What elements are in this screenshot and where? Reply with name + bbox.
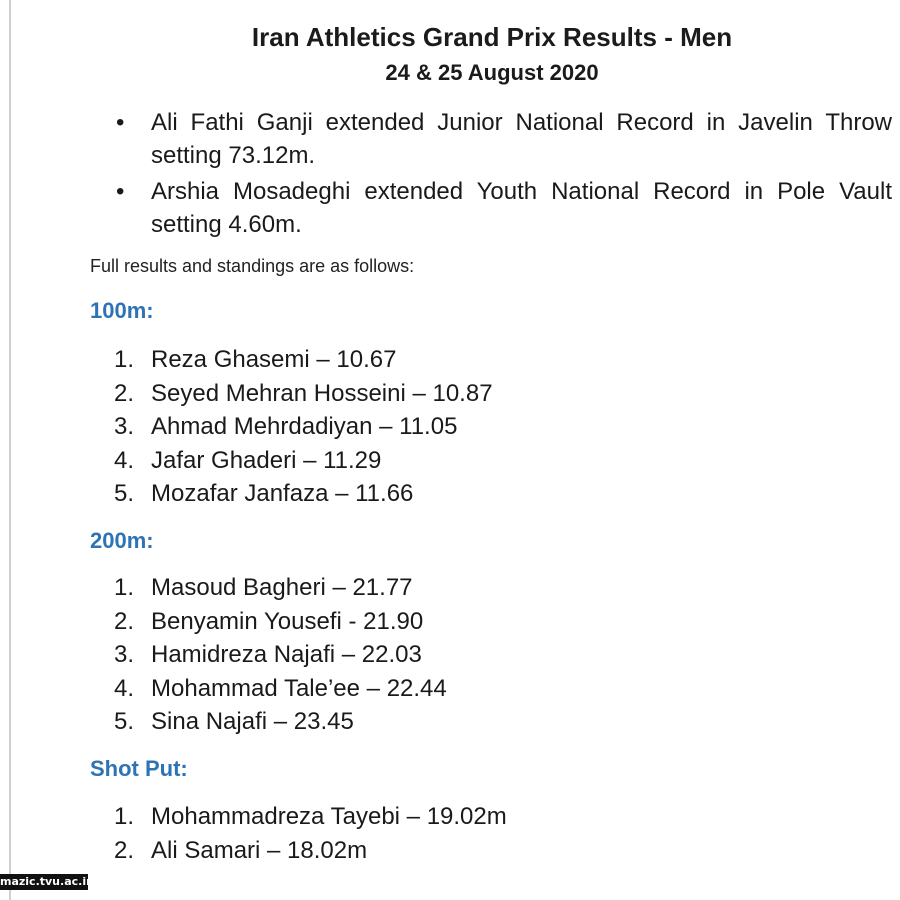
record-highlight-item: • Arshia Mosadeghi extended Youth National Record in Pole Vault setting 4.60m. (114, 175, 892, 241)
athlete-result: Sina Najafi – 23.45 (151, 708, 354, 736)
event-heading-shot-put: Shot Put: (90, 756, 188, 781)
left-border-line (9, 0, 11, 900)
results-list-200m (114, 571, 447, 739)
result-item (114, 672, 447, 706)
event-heading-200m: 200m: (90, 528, 154, 553)
rank-number: 1. (114, 346, 135, 373)
athlete-result: Hamidreza Najafi – 22.03 (151, 641, 422, 669)
result-item (114, 638, 447, 672)
rank-number: 4. (114, 446, 135, 474)
event-heading-100m: 100m: (90, 298, 154, 323)
record-highlights-list (114, 106, 892, 244)
results-list-100m (114, 343, 493, 511)
athlete-result: Mohammadreza Tayebi – 19.02m (151, 803, 507, 830)
document-title: Iran Athletics Grand Prix Results - Men (251, 22, 733, 52)
athlete-result: Mohammad Tale’ee – 22.44 (151, 674, 447, 702)
rank-number: 2. (114, 607, 135, 635)
result-item (114, 377, 493, 411)
athlete-result: Seyed Mehran Hosseini – 10.87 (151, 379, 493, 407)
result-item (114, 800, 507, 834)
rank-number: 2. (114, 836, 135, 864)
athlete-result: Jafar Ghaderi – 11.29 (151, 446, 382, 474)
result-item (114, 605, 447, 639)
athlete-result: Ali Samari – 18.02m (151, 836, 368, 864)
athlete-result: Mozafar Janfaza – 11.66 (151, 480, 414, 508)
results-list-shot-put (114, 800, 507, 867)
result-item (114, 705, 447, 739)
rank-number: 5. (114, 480, 135, 508)
rank-number: 2. (114, 379, 135, 407)
rank-number: 3. (114, 641, 135, 669)
result-item (114, 444, 493, 478)
result-item (114, 410, 493, 444)
result-item (114, 834, 507, 868)
result-item (114, 571, 447, 605)
rank-number: 5. (114, 708, 135, 736)
rank-number: 1. (114, 803, 135, 830)
watermark-link[interactable]: mazic.tvu.ac.ir (0, 875, 92, 888)
athlete-result: Ahmad Mehrdadiyan – 11.05 (151, 413, 458, 441)
result-item (114, 343, 493, 377)
rank-number: 1. (114, 574, 135, 601)
athlete-result: Benyamin Yousefi - 21.90 (151, 607, 424, 635)
rank-number: 3. (114, 413, 135, 441)
rank-number: 4. (114, 674, 135, 702)
athlete-result: Masoud Bagheri – 21.77 (151, 574, 413, 601)
record-highlight-item: • Ali Fathi Ganji extended Junior National Record in Javelin Throw setting 73.12m. (114, 106, 892, 172)
result-item (114, 477, 493, 511)
results-intro: Full results and standings are as follows: (90, 256, 415, 276)
athlete-result: Reza Ghasemi – 10.67 (151, 346, 397, 373)
document-date: 24 & 25 August 2020 (385, 60, 599, 85)
